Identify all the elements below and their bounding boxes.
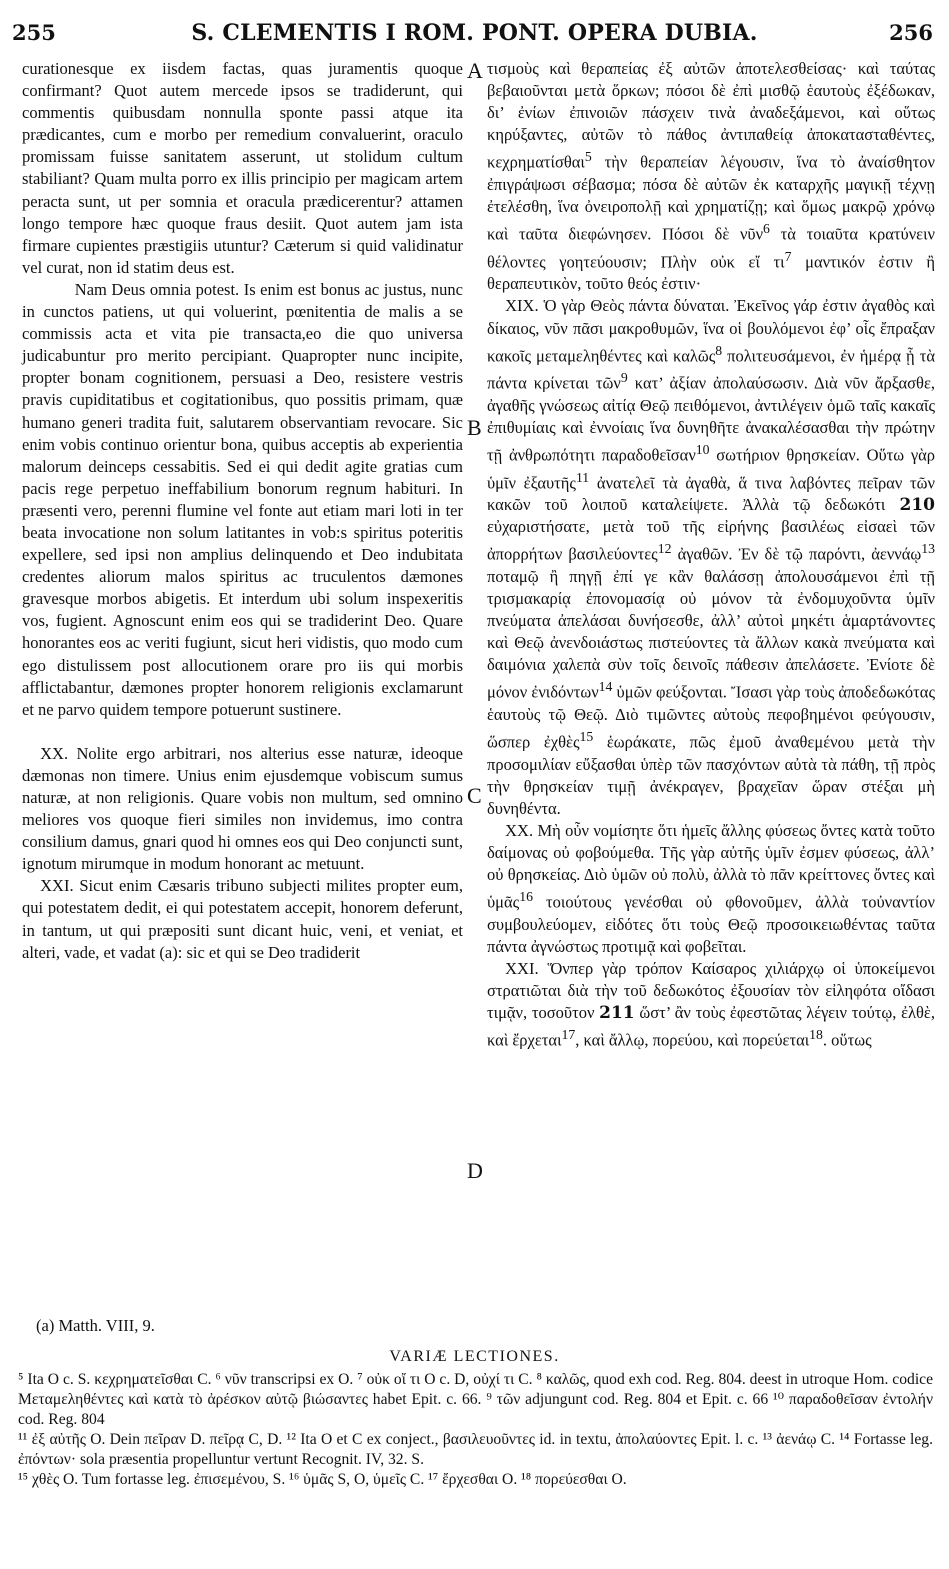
page-number-left: 255 (12, 20, 56, 45)
greek-paragraph-xx: ΧΧ. Μὴ οὖν νομίσητε ὅτι ἡμεῖς ἄλλης φύσεως ὄντες κατὰ τοῦτο δαίμονας οὐ φοβούμεθα. Τῆς γὰρ αὐτῆς ὑμῖν ἐσμεν φύσεως, ἀλλ’ οὐ θρησκείας. Διὸ ὑμῶν οὐ πολὺ, ἀλλὰ τὸ πᾶν κρείττονες ὄντες καὶ ὑμᾶς$^{16}$ τοιούτους γενέσθαι οὐ φθονοῦμεν, ἀλλὰ τοὐναντίον συμβουλεύομεν, εἰδότες ὅτι τοὺς Θεῷ προσοικειωθέντας ταῦτα πάντα ἀγνώστως προτιμᾷ καὶ φοβεῖται. (487, 821, 935, 956)
variae-line: ⁵ Ita O c. S. κεχρηματεῖσθαι C. ⁶ νῦν transcripsi ex O. ⁷ οὐκ οἴ τι O c. D, οὐχί τι C. ⁸ καλῶς, quod exh cod. Reg. 804. deest in utroque Hom. codice Μεταμεληθέντες καὶ κατὰ τὸ ἀρέσκον αὐτῷ βιώσαντες habet Epit. c. 66. ⁹ τῶν adjungunt cod. Reg. 804 et Epit. c. 66 ¹⁰ παραδοθεῖσαν ἐντολήν cod. Reg. 804 (18, 1371, 933, 1428)
footnote-ref: 17 (561, 1027, 576, 1043)
footnote-ref: 9 (620, 370, 628, 386)
column-number-210: 210 (899, 495, 935, 516)
latin-paragraph-xx: XX. Nolite ergo arbitrari, nos alterius esse naturæ, ideoque dæmonas non timere. Unius enim ejusdemque vobiscum sumus naturæ, at non religionis. Quare vobis non multum, sed omnino meliores vos quoque fieri similes non invidemus, imo contra consilium damus, gnari quod hi omnes eos qui Deo conjuncti sunt, ignotum mirumque in modum honorant ac metuunt. (22, 743, 463, 874)
latin-footnote: (a) Matth. VIII, 9. (36, 1316, 155, 1335)
footnote-ref: 13 (921, 541, 935, 557)
latin-paragraph-xxi: XXI. Sicut enim Cæsaris tribuno subjecti milites propter eum, qui potestatem dedit, ei qui potestatem accepit, honorem deferunt, in tantum, ut qui præpositi sunt dicant huic, veni, et veniat, et alteri, vade, et vadat (a): sic et qui se Deo tradiderit (22, 876, 463, 962)
footnote-ref: 5 (584, 149, 592, 165)
footnote-ref: 7 (784, 248, 792, 264)
footnote-ref: 18 (809, 1027, 823, 1043)
greek-paragraph-xxi: ΧΧΙ. Ὅνπερ γὰρ τρόπον Καίσαρος χιλιάρχῳ οἱ ὑποκείμενοι στρατιῶται διὰ τὴν τοῦ δεδωκότος ἐξουσίαν τὸν εἰληφότα οἴδασι τιμᾷν, τοσοῦτον 211 ὥστ’ ἂν τοὺς ἐφεστῶτας λέγειν τούτῳ, ἐλθὲ, καὶ ἔρχεται$^{17}$, καὶ ἄλλῳ, πορεύου, καὶ πορεύεται$^{18}$. οὕτως (487, 959, 935, 1050)
column-number-211: 211 (599, 1003, 635, 1024)
greek-paragraph-1: τισμοὺς καὶ θεραπείας ἐξ αὐτῶν ἀποτελεσθείσας· καὶ ταύτας βεβαιοῦνται μετὰ ὅρκων; πόσοι δὲ ἐπὶ μισθῷ ἑαυτοὺς ἐξέδωκαν, δι’ ἐνίων ἐπινοιῶν πάσχειν τινὰ ἀναδεξάμενοι, καὶ οὕτως κηρύξαντες, αὐτῶν τὸ πάθος ἀντιπαθείᾳ ἀποκατασταθέντες, κεχρηματίσθαι$^5$ τὴν θεραπείαν λέγουσιν, ἵνα τὸ ἀναίσθητον ἐπιγράψωσι σέβασμα; πόσα δὲ αὐτῶν ἐκ καταρχῆς μαγικῇ τέχνῃ ἐτελέσθη, ἵνα ὀνειροπολῇ καὶ χρηματίζῃ; καὶ ὅμως μακρῷ χρόνῳ καὶ ταῦτα διεφώνησεν. Πόσοι δὲ νῦν$^6$ τὰ τοιαῦτα κρατύνειν θέλοντες γοητεύουσιν; Πλὴν οὐκ εἴ $\tau\iota^7$ μαντικόν ἐστιν ἢ θεραπευτικὸν, τοῦτο θεός ἐστιν· (487, 59, 936, 294)
greek-column (487, 58, 935, 1052)
greek-paragraph-xix: ΧΙΧ. Ὁ γὰρ Θεὸς πάντα δύναται. Ἐκεῖνος γάρ ἐστιν ἀγαθὸς καὶ δίκαιος, νῦν πᾶσι μακροθυμῶν, ἵνα οἱ βουλόμενοι ἐφ’ οἷς ἔπραξαν κακοῖς μεταμεληθέντες καὶ καλῶς$^8$ πολιτευσάμενοι, ἐν ἡμέρᾳ ᾗ τὰ πάντα κρίνεται τῶν$^9$ κατ’ ἀξίαν ἀπολαύσωσιν. Διὰ νῦν ἄρξασθε, ἀγαθῆς γνώσεως αἰτίᾳ Θεῷ πειθόμενοι, ἀντιλέγειν ὁμῶ ταῖς κακαῖς ἐπιθυμίαις καὶ ἐννοίαις ἵνα δυνηθῆτε ἀνακαλέσασθαι τὴν πρώτην τῇ ἀνθρωπότητι παραδοθεῖσαν$^{10}$ σωτήριον θρησκείαν. Οὕτω γὰρ ὑμῖν ἐξαυτῆς$^{11}$ ἀνατελεῖ τὰ ἀγαθὰ, ἅ τινα λαβόντες πεῖραν τῶν κακῶν τοῦ λοιποῦ καταλείψετε. Ἀλλὰ τῷ δεδωκότι 210 εὐχαριστήσατε, μετὰ τοῦ τῆς εἰρήνης βασιλέως εἰσαεὶ τῶν ἀπορρήτων βασιλεύοντες$^{12}$ ἀγαθῶν. Ἐν δὲ τῷ παρόντι, ἀεννάῳ$^{13}$ ποταμῷ ἢ πηγῇ ἐπί γε κἂν θαλάσσῃ ἀπολουσάμενοι ἐπὶ τῇ τρισμακαρίᾳ ἐπονομασίᾳ οὐ μόνον τὰ ἐνδομυχοῦντα ὑμῖν πνεύματα ἀπελάσαι δυνήσεσθε, ἀλλ’ αὐτοὶ μηκέτι ἁμαρτάνοντες καὶ Θεῷ ἀνενδοιάστως πιστεύοντες τὰ ἄλλων κακὰ πνεύματα καὶ δαιμόνια χαλεπὰ σὺν τοῖς δεινοῖς πάθεσιν ἀπελάσετε. Ἐνίοτε δὲ μόνον ἐνιδόντων$^{14}$ ὑμῶν φεύξονται. Ἴσασι γὰρ τοὺς ἀποδεδωκότας ἑαυτοὺς τῷ Θεῷ. Διὸ τιμῶντες αὐτοὺς πεφοβημένοι φεύγουσιν, ὥσπερ ἐχθὲς$^{15}$ ἑωράκατε, πῶς ἐμοῦ ἀναθεμένου μετὰ τὴν προσομιλίαν εὔξασθαι ὑπὲρ τῶν πασχόντων αὐτὰ τὰ πάθη, τῇ πρὸς τὴν θρησκείαν τιμῇ ἀνέκραγεν, βραχεῖαν ὥραν στέξαι μὴ δυνηθέντα. (487, 296, 936, 818)
variae-lectiones (18, 1370, 933, 1490)
footnote-ref: 12 (657, 541, 672, 557)
margin-letter-c: C (467, 783, 482, 808)
variae-line: ¹¹ ἐξ αὐτῆς O. Dein πεῖραν D. πεῖρᾳ C, D. ¹² Ita O et C ex conject., βασιλευοῦντες id. in textu, ἀπολαύοντες Epit. l. c. ¹³ ἀενάῳ C. ¹⁴ Fortasse leg. ἐπόντων· sola præsentia propelluntur vertunt Recognit. IV, 32. S. (18, 1431, 933, 1468)
variae-lectiones-heading: VARIÆ LECTIONES. (389, 1348, 560, 1365)
footnote-ref: 11 (575, 469, 590, 485)
running-title: S. CLEMENTIS I ROM. PONT. OPERA DUBIA. (191, 20, 758, 46)
margin-letter-b: B (467, 415, 482, 440)
footnote-ref: 8 (715, 342, 723, 358)
footnote-ref: 10 (695, 442, 710, 457)
page-number-right: 256 (889, 20, 933, 45)
latin-paragraph-1: curationesque ex iisdem factas, quas juramentis quoque confirmant? Quot autem mercede ipsos se tradiderunt, qui commentis quibusdam nonnulla sponte passi atque ita prædicantes, cum e morbo per remedium convaluerint, oraculo promissam fuisse sanitatem asserunt, ut stolidum cultum stabiliant? Quam multa porro ex illis principio per magicam artem peracta sunt, ut per somnia et oracula prædicerentur? attamen longo tempore hæc quoque fraus desiit. Quot autem jam ista firmare cupientes præstigiis utuntur? Cæterum si quid validinatur vel curat, non id statim deus est. (22, 59, 463, 277)
footnote-ref: 15 (579, 729, 594, 745)
margin-letter-a: A (467, 58, 483, 83)
variae-line: ¹⁵ χθὲς O. Tum fortasse leg. ἐπισεμένου, S. ¹⁶ ὑμᾶς S, O, ὑμεῖς C. ¹⁷ ἔρχεσθαι O. ¹⁸ πορεύεσθαι O. (18, 1471, 627, 1488)
latin-paragraph-2: Nam Deus omnia potest. Is enim est bonus ac justus, nunc in cunctos patiens, ut qui voluerint, pœnitentia de malis a se commissis acta et vita pie transacta,eo die quo universa judicabuntur pro merito percipiant. Quapropter nunc incipite, propter bonam cognitionem, persuasi a Deo, resistere vestris pravis cupiditatibus et cogitationibus, quo possitis primam, quæ humano generi tradita fuit, salutarem observantiam revocare. Sic enim vobis continuo orientur bona, quibus acceptis ab experientia malorum deinceps cessabitis. Sed ei qui dedit agite gratias cum pacis rege perpetuo ineffabilium bonorum regnum habituri. In præsenti vero, perenni flumine vel fonte aut etiam mari loti in ter beata invocatione non solum latitantes in vob:s spiritus poteritis expellere, sed ipsi non amplius delinquendo et Deo indubitata credentes aliorum malos spiritus ac truculentos dæmones gravesque morbos abigetis. Et interdum ubi solum inspexeritis vos, fugient. Agnoscunt enim eos qui se tradiderint Deo. Quare honorantes eos ac veriti fugiunt, sicut heri vidistis, quo modo cum ego distulissem post allocutionem orare pro iis qui morbis afflictabantur, dæmones propter honorem religionis exclamarunt et ne parvo quidem tempore potuerunt sustinere. (22, 279, 463, 719)
footnote-ref: 16 (519, 889, 533, 905)
margin-letter-d: D (467, 1158, 483, 1183)
page-header (0, 0, 949, 46)
footnote-ref: 14 (598, 679, 613, 695)
footnote-ref: 6 (763, 221, 770, 237)
latin-column (22, 58, 463, 964)
